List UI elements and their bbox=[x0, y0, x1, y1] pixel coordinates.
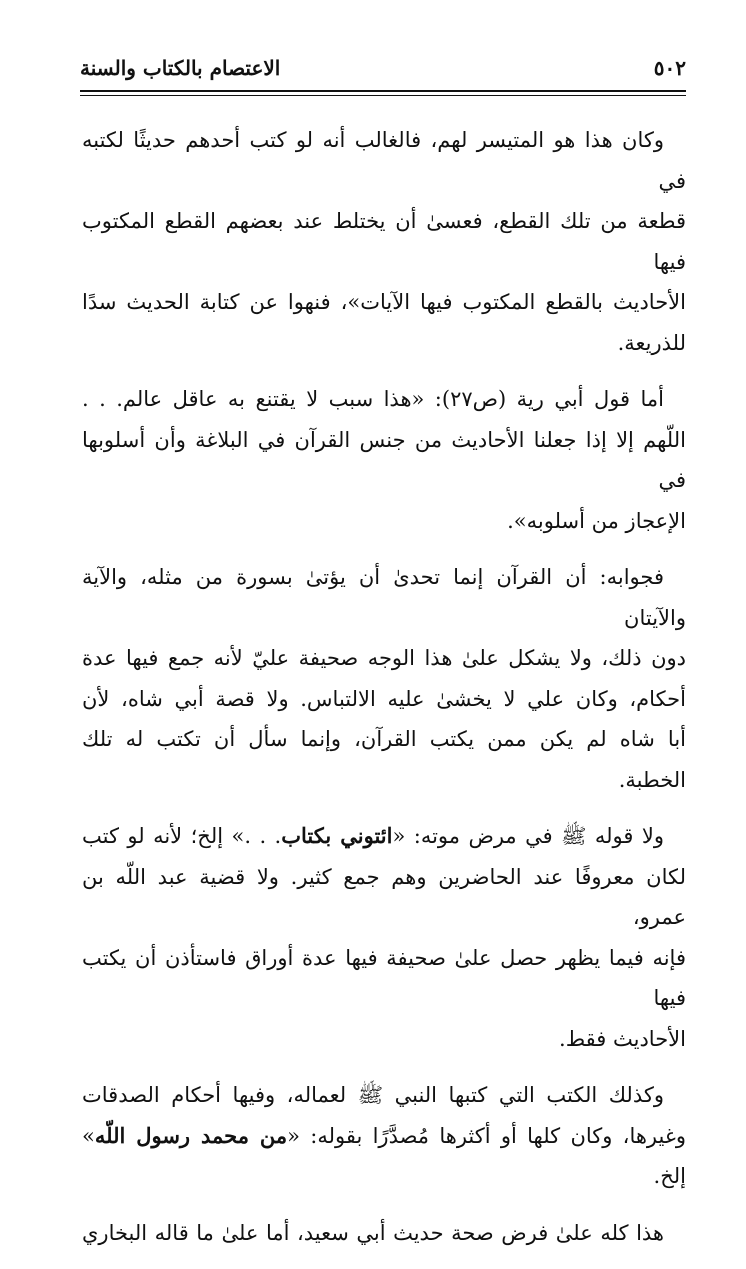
text-line: للذريعة. bbox=[617, 330, 686, 355]
text-line: أما قول أبي رية (ص٢٧): «هذا سبب لا يقتنع به عاقل عالم. . . bbox=[82, 387, 664, 411]
text-line: أحكام، وكان علي لا يخشىٰ عليه الالتباس. ولا قصة أبي شاه، لأن bbox=[82, 686, 686, 711]
text-line: لكان معروفًا عند الحاضرين وهم جمع كثير. ولا قضية عبد اللّه بن عمرو، bbox=[82, 864, 686, 929]
text-line bbox=[82, 1116, 686, 1157]
quoted-hadith: ائتوني بكتاب bbox=[281, 823, 393, 848]
paragraph-4 bbox=[82, 816, 686, 1059]
text-line: الخطبة. bbox=[618, 767, 686, 792]
text-line: الأحاديث فقط. bbox=[559, 1026, 686, 1051]
text-run: ولا قوله ﷺ في مرض موته: « bbox=[392, 824, 664, 848]
header-rule-thick bbox=[80, 90, 686, 92]
header-rule-thin bbox=[80, 95, 686, 96]
running-title: الاعتصام بالكتاب والسنة bbox=[80, 56, 281, 80]
text-run: . . .» إلخ؛ لأنه لو كتب bbox=[82, 824, 282, 848]
text-line: إلخ. bbox=[653, 1164, 686, 1188]
text-line: فجوابه: أن القرآن إنما تحدىٰ أن يؤتىٰ بسورة من مثله، والآية والآيتان bbox=[82, 565, 686, 630]
quoted-phrase: من محمد رسول اللّه bbox=[94, 1122, 288, 1148]
text-line: أبا شاه لم يكن ممن يكتب القرآن، وإنما سأل أن تكتب له تلك bbox=[82, 727, 686, 751]
text-line: وكذلك الكتب التي كتبها النبي ﷺ لعماله، وفيها أحكام الصدقات bbox=[82, 1083, 664, 1107]
running-header bbox=[80, 52, 686, 92]
text-run: » bbox=[82, 1123, 95, 1148]
paragraph-1 bbox=[82, 120, 686, 363]
page-body bbox=[82, 120, 686, 1269]
text-line: دون ذلك، ولا يشكل علىٰ هذا الوجه صحيفة عليّ لأنه جمع فيها عدة bbox=[82, 646, 686, 670]
paragraph-3 bbox=[82, 557, 686, 800]
text-run: وغيرها، وكان كلها أو أكثرها مُصدَّرًا بقوله: « bbox=[287, 1123, 686, 1148]
text-line: اللّهم إلا إذا جعلنا الأحاديث من جنس القرآن في البلاغة وأن أسلوبها في bbox=[82, 427, 686, 492]
text-line bbox=[82, 816, 686, 857]
page-number: ٥٠٢ bbox=[653, 56, 686, 80]
text-line: قطعة من تلك القطع، فعسىٰ أن يختلط عند بعضهم القطع المكتوب فيها bbox=[82, 209, 686, 274]
text-line: الأحاديث بالقطع المكتوب فيها الآيات»، فنهوا عن كتابة الحديث سدًا bbox=[82, 290, 686, 314]
text-line: وكان هذا هو المتيسر لهم، فالغالب أنه لو كتب أحدهم حديثًا لكتبه في bbox=[82, 128, 686, 193]
text-line: الإعجاز من أسلوبه». bbox=[507, 508, 686, 533]
paragraph-6 bbox=[82, 1213, 686, 1254]
text-line: فإنه فيما يظهر حصل علىٰ صحيفة فيها عدة أوراق فاستأذن أن يكتب فيها bbox=[82, 945, 686, 1010]
text-line: هذا كله علىٰ فرض صحة حديث أبي سعيد، أما علىٰ ما قاله البخاري bbox=[82, 1220, 664, 1245]
paragraph-2 bbox=[82, 379, 686, 541]
paragraph-5 bbox=[82, 1075, 686, 1197]
